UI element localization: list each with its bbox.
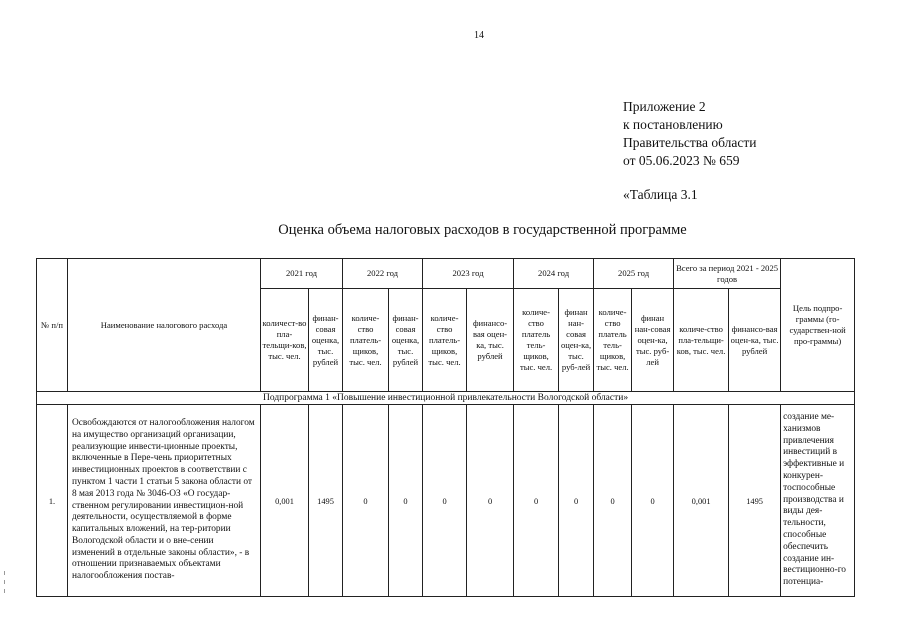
header-year: 2024 год: [514, 259, 594, 289]
row-value: 0,001: [261, 405, 309, 597]
header-estimate: финан нан-совая оцен-ка, тыс. руб-лей: [632, 289, 674, 392]
row-value: 0,001: [674, 405, 729, 597]
header-estimate: финан-совая оценка, тыс. рублей: [309, 289, 343, 392]
header-payers: количе-ство платель-щиков, тыс. чел.: [423, 289, 467, 392]
appendix-line: к постановлению: [623, 117, 723, 132]
header-name: Наименование налогового расхода: [68, 259, 261, 392]
row-value: 1495: [729, 405, 781, 597]
table-row: [37, 405, 855, 597]
appendix-block: [623, 98, 756, 170]
header-estimate: финансо-вая оцен-ка, тыс. рублей: [729, 289, 781, 392]
row-value: 0: [467, 405, 514, 597]
header-payers: количе-ство пла-тельщи-ков, тыс. чел.: [674, 289, 729, 392]
row-value: 0: [632, 405, 674, 597]
row-value: 0: [514, 405, 559, 597]
header-number: № п/п: [37, 259, 68, 392]
header-estimate: финансо-вая оцен-ка, тыс. рублей: [467, 289, 514, 392]
margin-mark: [4, 571, 5, 575]
row-value: 0: [559, 405, 594, 597]
row-number: 1.: [37, 405, 68, 597]
row-value: 1495: [309, 405, 343, 597]
header-payers: количе-ство платель тель-щиков, тыс. чел.: [514, 289, 559, 392]
appendix-line: Правительства области: [623, 135, 757, 150]
header-goal: Цель подпро-граммы (го-сударствен-ной про-граммы): [781, 259, 855, 392]
page-number: 14: [474, 30, 484, 41]
subprogram-row: Подпрограмма 1 «Повышение инвестиционной привлекательности Вологодской области»: [37, 392, 855, 405]
header-payers: количест-во пла-тельщи-ков, тыс. чел.: [261, 289, 309, 392]
margin-mark: [4, 589, 5, 593]
appendix-line: Приложение 2: [623, 99, 706, 114]
row-value: 0: [594, 405, 632, 597]
header-year: 2025 год: [594, 259, 674, 289]
tax-expense-table: [36, 258, 855, 597]
row-tax-expense-name: Освобождаются от налогообложения налогом на имущество организаций организации, реализующие инвести-ционные проекты, включенные в Пере-чень приоритетных инвестиционных проектов в соответствии с пунктом 1 части 1 статьи 5 закона области от 8 мая 2013 года № 3046-ОЗ «О государ-ственном регулировании инвестицион-ной деятельности, осуществляемой в форме капитальных вложений, на тер-ритории Вологодской области и о вне-сении изменений в отдельные законы области», - в отношении признаваемых объектами налогообложения постав-: [68, 405, 261, 597]
header-year: 2022 год: [343, 259, 423, 289]
header-year: 2021 год: [261, 259, 343, 289]
row-value: 0: [423, 405, 467, 597]
header-estimate: финан-совая оценка, тыс. рублей: [389, 289, 423, 392]
header-year: 2023 год: [423, 259, 514, 289]
header-payers: количе-ство платель-щиков, тыс. чел.: [343, 289, 389, 392]
row-value: 0: [343, 405, 389, 597]
document-title: Оценка объема налоговых расходов в государственной программе: [278, 222, 687, 238]
row-goal: создание ме-ханизмов привлечения инвестиций в эффективные и конкурен-тоспособные производства и виды дея-тельности, способные обеспечить создание ин-вестиционно-го потенциа-: [781, 405, 855, 597]
header-estimate: финан нан-совая оцен-ка, тыс. руб-лей: [559, 289, 594, 392]
header-total: Всего за период 2021 - 2025 годов: [674, 259, 781, 289]
appendix-line: от 05.06.2023 № 659: [623, 153, 740, 168]
table-label: «Таблица 3.1: [623, 187, 698, 202]
header-payers: количе-ство платель тель-щиков, тыс. чел.: [594, 289, 632, 392]
row-value: 0: [389, 405, 423, 597]
margin-mark: [4, 580, 5, 584]
